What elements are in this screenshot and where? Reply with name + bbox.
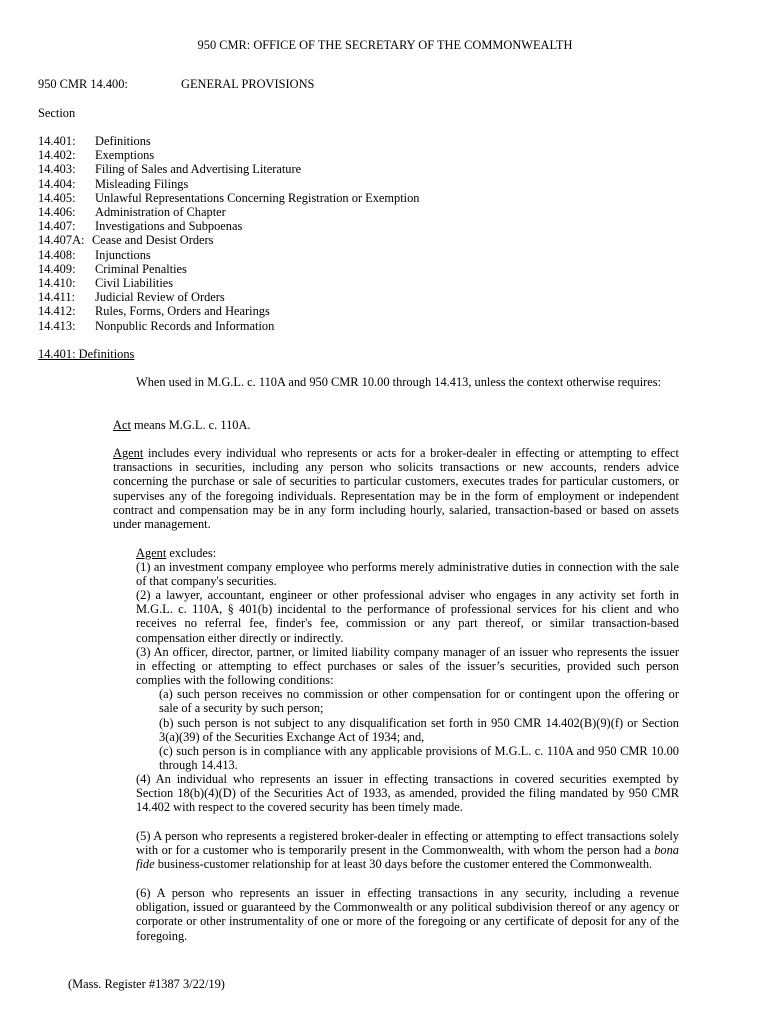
defined-term: Agent <box>113 446 144 460</box>
toc-item: 14.412: Rules, Forms, Orders and Hearings <box>38 304 270 319</box>
act-definition: Act means M.G.L. c. 110A. <box>113 418 251 432</box>
table-of-contents <box>38 134 420 333</box>
defined-term: Act <box>113 418 131 432</box>
section-heading: 14.401: Definitions <box>38 347 135 361</box>
page-footer: (Mass. Register #1387 3/22/19) <box>68 977 225 991</box>
toc-item: 14.410: Civil Liabilities <box>38 276 174 291</box>
toc-item: 14.413: Nonpublic Records and Information <box>38 318 275 333</box>
part-title: GENERAL PROVISIONS <box>181 77 315 91</box>
toc-item: 14.408: Injunctions <box>38 247 151 262</box>
agent-definition: Agent includes every individual who represents or acts for a broker-dealer in effecting or attempting to effect transactions in securities, including any person who solicits transactions or new accounts, renders advice concerning the purchase or sale of securities to particular customers, executes trades for particular customers, or supervises any of the foregoing individuals. Representation may be in the form of employment or independent contract and compensation may be in any form including hourly, salaried, transaction-based or based on assets under management. <box>113 446 679 532</box>
toc-item: 14.406: Administration of Chapter <box>38 205 226 220</box>
exclusion-item-5: (5) A person who represents a registered broker-dealer in effecting or attempting to effect transactions solely with or for a customer who is temporarily present in the Commonwealth, with whom the person had a bona fide business-customer relationship for at least 30 days before the customer entered the Commonwealth. <box>136 829 679 872</box>
condition-c: (c) such person is in compliance with any applicable provisions of M.G.L. c. 110A and 950 CMR 10.00 through 14.413. <box>159 744 679 773</box>
exclusion-item-4: (4) An individual who represents an issuer in effecting transactions in covered securities exempted by Section 18(b)(4)(D) of the Securities Act of 1933, as amended, provided the filing mandated by 950 CMR 14.402 with respect to the covered security has been timely made. <box>136 772 679 815</box>
toc-item: 14.403: Filing of Sales and Advertising Literature <box>38 162 302 177</box>
toc-item: 14.407A: Cease and Desist Orders <box>38 233 214 248</box>
part-number: 950 CMR 14.400: <box>38 77 128 91</box>
toc-item: 14.401: Definitions <box>38 134 151 148</box>
condition-b: (b) such person is not subject to any disqualification set forth in 950 CMR 14.402(B)(9)(f) or Section 3(a)(39) of the Securities Exchange Act of 1934; and, <box>159 716 679 745</box>
condition-a: (a) such person receives no commission or other compensation for or contingent upon the offering or sale of a security by such person; <box>159 687 679 716</box>
section-label: Section <box>38 106 76 120</box>
toc-item: 14.407: Investigations and Subpoenas <box>38 219 243 234</box>
exclusion-item-6: (6) A person who represents an issuer in effecting transactions in any security, including a revenue obligation, issued or guaranteed by the Commonwealth or any political subdivision thereof or any agency or corporate or other instrumentality of one or more of the foregoing or any certificate of deposit for any of the foregoing. <box>136 886 679 943</box>
exclusion-item-2: (2) a lawyer, accountant, engineer or other professional adviser who engages in any activity set forth in M.G.L. c. 110A, § 401(b) incidental to the performance of professional services for his client and who receives no referral fee, finder's fee, commission or any part thereof, or similar transaction-based compensation either directly or indirectly. <box>136 588 679 645</box>
exclusion-item-3: (3) An officer, director, partner, or limited liability company manager of an issuer who represents the issuer in effecting or attempting to effect purchases or sales of the issuer’s securities, provided such person complies with the following conditions: <box>136 645 679 688</box>
intro-paragraph: When used in M.G.L. c. 110A and 950 CMR 10.00 through 14.413, unless the context otherwise requires: <box>136 375 662 389</box>
exclusion-item-1: (1) an investment company employee who performs merely administrative duties in connection with the sale of that company's securities. <box>136 560 679 589</box>
toc-item: 14.411: Judicial Review of Orders <box>38 290 225 305</box>
page-header: 950 CMR: OFFICE OF THE SECRETARY OF THE COMMONWEALTH <box>197 38 573 52</box>
toc-item: 14.404: Misleading Filings <box>38 176 189 191</box>
toc-item: 14.405: Unlawful Representations Concerning Registration or Exemption <box>38 190 420 205</box>
toc-item: 14.409: Criminal Penalties <box>38 261 187 276</box>
toc-item: 14.402: Exemptions <box>38 148 155 163</box>
agent-excludes: Agent excludes: <box>136 546 217 560</box>
